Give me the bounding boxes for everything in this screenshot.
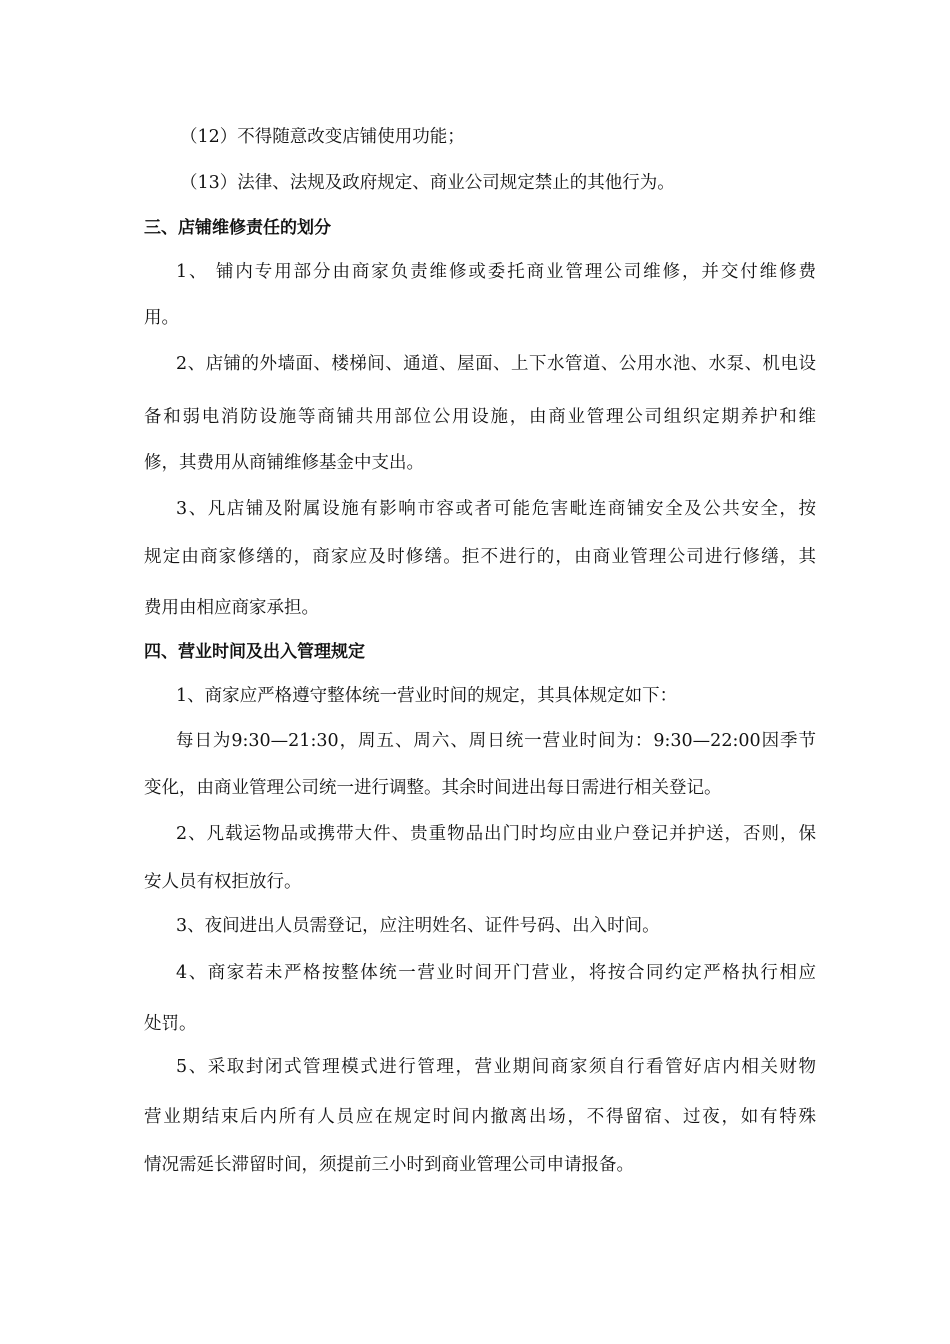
paragraph-line: 备和弱电消防设施等商铺共用部位公用设施，由商业管理公司组织定期养护和维 (144, 407, 816, 427)
paragraph-line: 每日为9:30—21:30，周五、周六、周日统一营业时间为：9:30—22:00因季节 (176, 731, 816, 751)
section-heading: 三、店铺维修责任的划分 (144, 218, 331, 238)
paragraph-line: 处罚。 (144, 1014, 197, 1034)
paragraph-line: 1、 铺内专用部分由商家负责维修或委托商业管理公司维修，并交付维修费 (176, 262, 816, 282)
paragraph-line: 4、商家若未严格按整体统一营业时间开门营业，将按合同约定严格执行相应 (176, 963, 816, 983)
section-heading: 四、营业时间及出入管理规定 (144, 642, 365, 662)
paragraph-line: 3、夜间进出人员需登记，应注明姓名、证件号码、出入时间。 (176, 916, 660, 936)
paragraph-line: 情况需延长滞留时间，须提前三小时到商业管理公司申请报备。 (144, 1155, 634, 1175)
paragraph-line: （13）法律、法规及政府规定、商业公司规定禁止的其他行为。 (180, 173, 675, 193)
paragraph-line: 变化，由商业管理公司统一进行调整。其余时间进出每日需进行相关登记。 (144, 778, 722, 798)
paragraph-line: （12）不得随意改变店铺使用功能； (180, 127, 465, 147)
paragraph-line: 1、商家应严格遵守整体统一营业时间的规定，其具体规定如下： (176, 686, 678, 706)
paragraph-line: 用。 (144, 308, 179, 328)
paragraph-line: 安人员有权拒放行。 (144, 872, 302, 892)
paragraph-line: 费用由相应商家承担。 (144, 598, 319, 618)
paragraph-line: 3、凡店铺及附属设施有影响市容或者可能危害毗连商铺安全及公共安全，按 (176, 499, 816, 519)
paragraph-line: 5、采取封闭式管理模式进行管理，营业期间商家须自行看管好店内相关财物 (176, 1057, 816, 1077)
paragraph-line: 2、店铺的外墙面、楼梯间、通道、屋面、上下水管道、公用水池、水泵、机电设 (176, 354, 816, 374)
paragraph-line: 修，其费用从商铺维修基金中支出。 (144, 453, 424, 473)
paragraph-line: 营业期结束后内所有人员应在规定时间内撤离出场，不得留宿、过夜，如有特殊 (144, 1107, 816, 1127)
paragraph-line: 规定由商家修缮的，商家应及时修缮。拒不进行的，由商业管理公司进行修缮，其 (144, 547, 816, 567)
paragraph-line: 2、凡载运物品或携带大件、贵重物品出门时均应由业户登记并护送，否则，保 (176, 824, 816, 844)
